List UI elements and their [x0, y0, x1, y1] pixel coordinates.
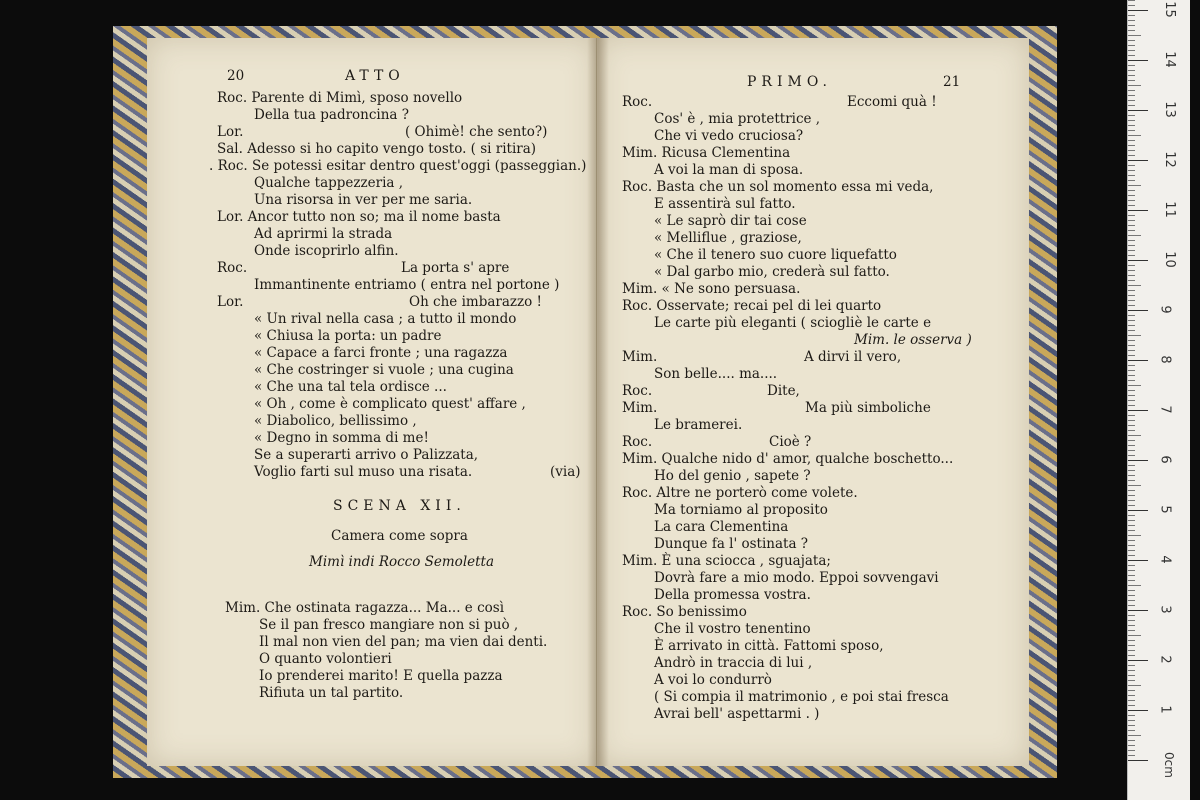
- ruler-tick: [1128, 610, 1148, 611]
- ruler-tick: [1128, 650, 1135, 651]
- text-line: Roc. Basta che un sol momento essa mi veda,: [622, 179, 934, 195]
- ruler-tick: [1128, 130, 1135, 131]
- ruler-tick: [1128, 615, 1135, 616]
- book-spine: [587, 38, 609, 766]
- ruler-label: 3: [1157, 605, 1173, 614]
- page-number-left: 20: [227, 68, 245, 84]
- ruler-tick: [1128, 60, 1148, 61]
- ruler-tick: [1128, 280, 1135, 281]
- text-line: Mimì indi Rocco Semoletta: [309, 554, 495, 570]
- ruler-tick: [1128, 260, 1148, 261]
- ruler-tick: [1128, 385, 1141, 386]
- ruler-label: 12: [1161, 151, 1177, 168]
- text-line: Dovrà fare a mio modo. Eppoi sovvengavi: [654, 570, 939, 586]
- ruler-tick: [1128, 90, 1135, 91]
- ruler-tick: [1128, 520, 1135, 521]
- ruler-tick: [1128, 415, 1135, 416]
- running-head-right: PRIMO.: [747, 74, 832, 90]
- ruler-tick: [1128, 485, 1141, 486]
- ruler-tick: [1128, 210, 1148, 211]
- text-line: Il mal non vien del pan; ma vien dai denti.: [259, 634, 548, 650]
- ruler-label: 6: [1157, 455, 1173, 464]
- text-line: Roc. Altre ne porterò come volete.: [622, 485, 858, 501]
- ruler-tick: [1128, 65, 1135, 66]
- ruler-tick: [1128, 400, 1135, 401]
- ruler-tick: [1128, 315, 1135, 316]
- text-line: Della tua padroncina ?: [254, 107, 410, 123]
- ruler-tick: [1128, 540, 1135, 541]
- text-line: Lor.: [217, 124, 244, 140]
- text-line: O quanto volontieri: [259, 651, 392, 667]
- text-line: Se a superarti arrivo o Palizzata,: [254, 447, 479, 463]
- ruler-tick: [1128, 620, 1135, 621]
- ruler-tick: [1128, 550, 1135, 551]
- ruler-tick: [1128, 350, 1135, 351]
- text-line: Mim. È una sciocca , sguajata;: [622, 553, 831, 569]
- text-line: ( Si compia il matrimonio , e poi stai fresca: [654, 689, 949, 705]
- ruler-tick: [1128, 590, 1135, 591]
- text-line: Ad aprirmi la strada: [254, 226, 393, 242]
- ruler-tick: [1128, 490, 1135, 491]
- ruler-tick: [1128, 355, 1135, 356]
- text-line: Roc.: [622, 434, 653, 450]
- ruler-tick: [1128, 645, 1135, 646]
- ruler-tick: [1128, 20, 1135, 21]
- text-line: Ma più simboliche: [805, 400, 931, 416]
- ruler-tick: [1128, 155, 1135, 156]
- text-line: Una risorsa in ver per me saria.: [254, 192, 473, 208]
- ruler-tick: [1128, 720, 1135, 721]
- ruler-tick: [1128, 175, 1135, 176]
- ruler-tick: [1128, 555, 1135, 556]
- ruler-tick: [1128, 700, 1135, 701]
- ruler-tick: [1128, 760, 1148, 761]
- ruler-tick: [1128, 750, 1135, 751]
- ruler-tick: [1128, 435, 1141, 436]
- text-line: Roc.: [622, 383, 653, 399]
- page-number-right: 21: [943, 74, 961, 90]
- ruler-tick: [1128, 455, 1135, 456]
- ruler-tick: [1128, 380, 1135, 381]
- text-line: ( Ohimè! che sento?): [405, 124, 548, 140]
- ruler-tick: [1128, 545, 1135, 546]
- ruler-tick: [1128, 495, 1135, 496]
- text-line: Qualche tappezzeria ,: [254, 175, 404, 191]
- ruler-tick: [1128, 190, 1135, 191]
- ruler-tick: [1128, 80, 1135, 81]
- ruler-tick: [1128, 35, 1141, 36]
- ruler-tick: [1128, 690, 1135, 691]
- ruler-tick: [1128, 25, 1135, 26]
- ruler-tick: [1128, 575, 1135, 576]
- ruler-tick: [1128, 305, 1135, 306]
- ruler-tick: [1128, 530, 1135, 531]
- ruler-label: 14: [1161, 51, 1177, 68]
- text-line: Camera come sopra: [331, 528, 468, 544]
- ruler-tick: [1128, 635, 1141, 636]
- text-line: Onde iscoprirlo alfin.: [254, 243, 399, 259]
- text-line: Lor. Ancor tutto non so; ma il nome basta: [217, 209, 501, 225]
- ruler-tick: [1128, 235, 1141, 236]
- ruler-tick: [1128, 240, 1135, 241]
- text-line: « Capace a farci fronte ; una ragazza: [254, 345, 508, 361]
- text-line: Che il vostro tenentino: [654, 621, 811, 637]
- text-line: Roc. So benissimo: [622, 604, 747, 620]
- text-line: « Melliflue , graziose,: [654, 230, 802, 246]
- right-page: [597, 38, 1029, 766]
- text-line: « Che il tenero suo cuore liquefatto: [654, 247, 897, 263]
- ruler-tick: [1128, 425, 1135, 426]
- text-line: Che vi vedo cruciosa?: [654, 128, 804, 144]
- text-line: Ma torniamo al proposito: [654, 502, 828, 518]
- ruler-tick: [1128, 450, 1135, 451]
- ruler-tick: [1128, 735, 1141, 736]
- ruler-tick: [1128, 220, 1135, 221]
- ruler-label: 8: [1157, 355, 1173, 364]
- ruler-tick: [1128, 30, 1135, 31]
- ruler-tick: [1128, 500, 1135, 501]
- ruler-tick: [1128, 595, 1135, 596]
- ruler-tick: [1128, 205, 1135, 206]
- ruler-tick: [1128, 100, 1135, 101]
- ruler-tick: [1128, 510, 1148, 511]
- ruler-tick: [1128, 40, 1135, 41]
- ruler-tick: [1128, 470, 1135, 471]
- ruler-tick: [1128, 685, 1141, 686]
- ruler-tick: [1128, 145, 1135, 146]
- ruler-tick: [1128, 270, 1135, 271]
- ruler-tick: [1128, 440, 1135, 441]
- ruler-tick: [1128, 125, 1135, 126]
- text-line: Avrai bell' aspettarmi . ): [654, 706, 820, 722]
- ruler-tick: [1128, 535, 1141, 536]
- ruler-tick: [1128, 45, 1135, 46]
- ruler-tick: [1128, 365, 1135, 366]
- ruler-tick: [1128, 505, 1135, 506]
- ruler-tick: [1128, 75, 1135, 76]
- ruler-tick: [1128, 215, 1135, 216]
- ruler-tick: [1128, 335, 1141, 336]
- text-line: Cos' è , mia protettrice ,: [654, 111, 821, 127]
- ruler-tick: [1128, 180, 1135, 181]
- text-line: A voi lo condurrò: [654, 672, 772, 688]
- text-line: Voglio farti sul muso una risata.: [254, 464, 473, 480]
- ruler-tick: [1128, 480, 1135, 481]
- ruler-tick: [1128, 345, 1135, 346]
- ruler-tick: [1128, 310, 1148, 311]
- text-line: « Che una tal tela ordisce ...: [254, 379, 447, 395]
- text-line: « Che costringer si vuole ; una cugina: [254, 362, 514, 378]
- ruler-tick: [1128, 120, 1135, 121]
- text-line: Mim. Ricusa Clementina: [622, 145, 791, 161]
- ruler-tick: [1128, 445, 1135, 446]
- ruler-tick: [1128, 250, 1135, 251]
- ruler-tick: [1128, 330, 1135, 331]
- text-line: Lor.: [217, 294, 244, 310]
- ruler-tick: [1128, 605, 1135, 606]
- ruler-tick: [1128, 695, 1135, 696]
- ruler-tick: [1128, 725, 1135, 726]
- ruler-tick: [1128, 265, 1135, 266]
- text-line: (via): [550, 464, 581, 480]
- ruler-tick: [1128, 165, 1135, 166]
- ruler-tick: [1128, 515, 1135, 516]
- book-cover: [113, 26, 1057, 778]
- ruler-tick: [1128, 640, 1135, 641]
- ruler-tick: [1128, 185, 1141, 186]
- text-line: SCENA XII.: [333, 498, 466, 514]
- text-line: « Diabolico, bellissimo ,: [254, 413, 417, 429]
- text-line: Mim.: [622, 349, 658, 365]
- text-line: Dunque fa l' ostinata ?: [654, 536, 809, 552]
- ruler-tick: [1128, 660, 1148, 661]
- text-line: Se il pan fresco mangiare non si può ,: [259, 617, 519, 633]
- ruler-tick: [1128, 170, 1135, 171]
- ruler-tick: [1128, 430, 1135, 431]
- text-line: « Un rival nella casa ; a tutto il mondo: [254, 311, 517, 327]
- ruler-label: 2: [1157, 655, 1173, 664]
- text-line: Roc. Osservate; recai pel di lei quarto: [622, 298, 882, 314]
- text-line: Mim. « Ne sono persuasa.: [622, 281, 801, 297]
- text-line: « Degno in somma di me!: [254, 430, 429, 446]
- text-line: A dirvi il vero,: [804, 349, 902, 365]
- ruler-tick: [1128, 565, 1135, 566]
- ruler-tick: [1128, 290, 1135, 291]
- ruler-tick: [1128, 410, 1148, 411]
- ruler-tick: [1128, 560, 1148, 561]
- ruler-tick: [1128, 5, 1135, 6]
- ruler-tick: [1128, 525, 1135, 526]
- left-page: [147, 38, 597, 766]
- ruler-tick: [1128, 395, 1135, 396]
- text-line: « Dal garbo mio, crederà sul fatto.: [654, 264, 890, 280]
- ruler-unit: 0cm: [1161, 752, 1176, 778]
- ruler-tick: [1128, 740, 1135, 741]
- text-line: Le bramerei.: [654, 417, 743, 433]
- text-line: Oh che imbarazzo !: [409, 294, 542, 310]
- ruler-tick: [1128, 200, 1135, 201]
- ruler-label: 13: [1161, 101, 1177, 118]
- ruler-tick: [1128, 105, 1135, 106]
- text-line: Sal. Adesso si ho capito vengo tosto. ( si ritira): [217, 141, 537, 157]
- ruler-tick: [1128, 745, 1135, 746]
- ruler-label: 11: [1161, 201, 1177, 218]
- ruler-tick: [1128, 10, 1148, 11]
- ruler-tick: [1128, 675, 1135, 676]
- ruler-label: 7: [1157, 405, 1173, 414]
- ruler-tick: [1128, 15, 1135, 16]
- ruler-tick: [1128, 325, 1135, 326]
- ruler-tick: [1128, 570, 1135, 571]
- ruler-tick: [1128, 295, 1135, 296]
- ruler-tick: [1128, 460, 1148, 461]
- ruler-label: 1: [1157, 705, 1173, 714]
- ruler-tick: [1128, 70, 1135, 71]
- ruler-tick: [1128, 420, 1135, 421]
- ruler-tick: [1128, 140, 1135, 141]
- ruler-tick: [1128, 715, 1135, 716]
- text-line: Rifiuta un tal partito.: [259, 685, 404, 701]
- ruler-tick: [1128, 585, 1141, 586]
- text-line: Mim. Che ostinata ragazza... Ma... e così: [225, 600, 505, 616]
- ruler-tick: [1128, 255, 1135, 256]
- ruler-tick: [1128, 245, 1135, 246]
- ruler-tick: [1128, 320, 1135, 321]
- ruler-tick: [1128, 230, 1135, 231]
- ruler-tick: [1128, 665, 1135, 666]
- ruler-tick: [1128, 225, 1135, 226]
- text-line: Son belle.... ma....: [654, 366, 778, 382]
- text-line: E assentirà sul fatto.: [654, 196, 796, 212]
- ruler-tick: [1128, 115, 1135, 116]
- ruler-label: 10: [1161, 251, 1177, 268]
- ruler-tick: [1128, 340, 1135, 341]
- ruler-tick: [1128, 375, 1135, 376]
- ruler-tick: [1128, 755, 1135, 756]
- text-line: Mim. Qualche nido d' amor, qualche boschetto...: [622, 451, 954, 467]
- ruler-tick: [1128, 160, 1148, 161]
- ruler-tick: [1128, 50, 1135, 51]
- text-line: . Roc. Se potessi esitar dentro quest'oggi (passeggian.): [209, 158, 587, 174]
- ruler-tick: [1128, 730, 1135, 731]
- ruler-tick: [1128, 390, 1135, 391]
- ruler-label: 9: [1157, 305, 1173, 314]
- ruler-tick: [1128, 405, 1135, 406]
- ruler-label: 5: [1157, 505, 1173, 514]
- text-line: « Chiusa la porta: un padre: [254, 328, 442, 344]
- ruler-tick: [1128, 710, 1148, 711]
- ruler-tick: [1128, 0, 1135, 1]
- ruler-tick: [1128, 300, 1135, 301]
- text-line: Mim.: [622, 400, 658, 416]
- text-line: « Le saprò dir tai cose: [654, 213, 807, 229]
- ruler-tick: [1128, 600, 1135, 601]
- ruler-tick: [1128, 95, 1135, 96]
- ruler-tick: [1128, 580, 1135, 581]
- text-line: Immantinente entriamo ( entra nel portone ): [254, 277, 560, 293]
- ruler-tick: [1128, 625, 1135, 626]
- text-line: Cioè ?: [769, 434, 812, 450]
- text-line: Mim. le osserva ): [854, 332, 972, 348]
- ruler-tick: [1128, 85, 1141, 86]
- ruler-tick: [1128, 275, 1135, 276]
- text-line: La porta s' apre: [401, 260, 510, 276]
- text-line: Io prenderei marito! E quella pazza: [259, 668, 503, 684]
- text-line: Le carte più eleganti ( sciogliè le carte e: [654, 315, 932, 331]
- text-line: « Oh , come è complicato quest' affare ,: [254, 396, 526, 412]
- ruler-tick: [1128, 135, 1141, 136]
- text-line: Roc.: [217, 260, 248, 276]
- ruler-tick: [1128, 370, 1135, 371]
- text-line: Andrò in traccia di lui ,: [654, 655, 813, 671]
- ruler-tick: [1128, 680, 1135, 681]
- ruler-tick: [1128, 195, 1135, 196]
- ruler-tick: [1128, 630, 1135, 631]
- text-line: A voi la man di sposa.: [654, 162, 804, 178]
- ruler-tick: [1128, 475, 1135, 476]
- ruler-tick: [1128, 285, 1141, 286]
- measurement-ruler: [1127, 0, 1190, 800]
- ruler-tick: [1128, 110, 1148, 111]
- text-line: Roc.: [622, 94, 653, 110]
- ruler-tick: [1128, 55, 1135, 56]
- ruler-tick: [1128, 465, 1135, 466]
- ruler-tick: [1128, 705, 1135, 706]
- text-line: Eccomi quà !: [847, 94, 937, 110]
- ruler-tick: [1128, 360, 1148, 361]
- text-line: È arrivato in città. Fattomi sposo,: [654, 638, 884, 654]
- ruler-label: 15: [1161, 1, 1177, 18]
- text-line: Della promessa vostra.: [654, 587, 811, 603]
- text-line: Ho del genio , sapete ?: [654, 468, 811, 484]
- ruler-tick: [1128, 150, 1135, 151]
- ruler-tick: [1128, 655, 1135, 656]
- running-head-left: ATTO: [345, 68, 405, 84]
- text-line: La cara Clementina: [654, 519, 789, 535]
- text-line: Dite,: [767, 383, 800, 399]
- ruler-label: 4: [1157, 555, 1173, 564]
- ruler-tick: [1128, 670, 1135, 671]
- text-line: Roc. Parente di Mimì, sposo novello: [217, 90, 463, 106]
